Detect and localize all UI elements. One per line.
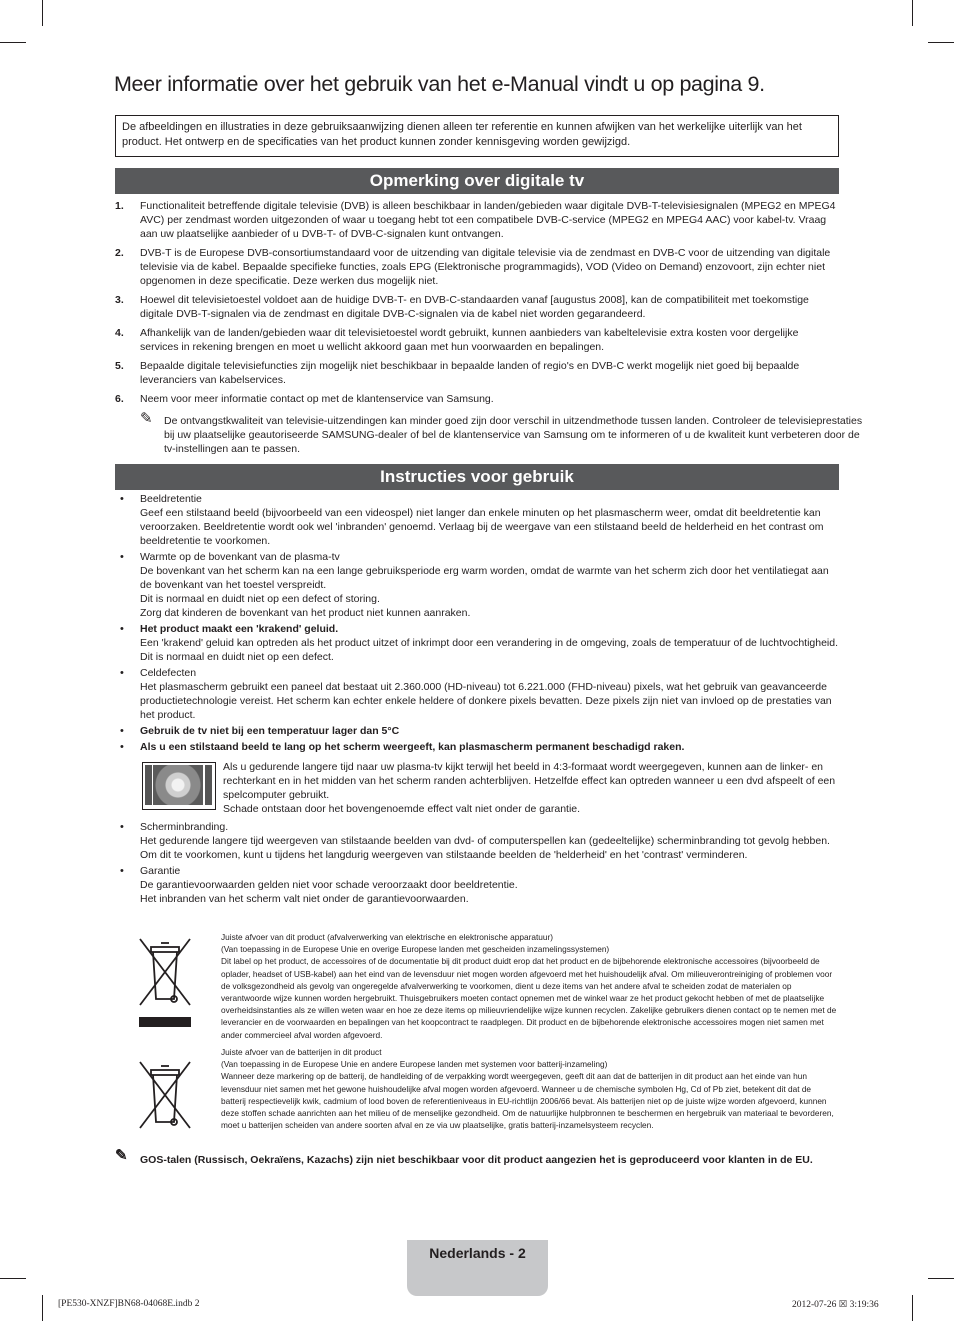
item-number: 6.: [115, 393, 124, 405]
crossed-bin-icon: [137, 937, 193, 1027]
bullet-dot: •: [120, 493, 124, 505]
weee-heading: Juiste afvoer van dit product (afvalverwerking van elektrische en elektronische apparatuur): [221, 932, 554, 942]
digital-tv-list: [115, 199, 839, 411]
crop-mark: [928, 42, 954, 43]
weee-body: Dit label op het product, de accessoires of de documentatie bij dit product duidt erop dat het product en de bijbehorende elektronische accessoires (bijvoorbeeld de oplader, headset of USB-kabel) aan het eind van de levensduur niet mogen worden afgevoerd met het huishoudelijk afval. Om milieuverontreiniging of problemen voor de volksgezondheid als gevolg van ongeregelde afvalverwerking te voorkomen, dient u deze items van het andere afval te scheiden zodat de materialen op verantwoorde wijze kunnen worden hergebruikt. Thuisgebruikers moeten contact opnemen met de winkel waar ze het product gekocht hebben of met de plaatselijke overheidsinstanties als ze willen weten waar en hoe ze deze items op milieuvriendelijke wijze kunnen recyclen. Zakelijke gebruikers dienen contact op te nemen met de leverancier en de voorwaarden en bepalingen van het koopcontract te raadplegen. Dit product en de bijbehorende elektronische accessoires mogen niet samen met ander commercieel afval worden afgevoerd.: [221, 956, 837, 1040]
weee-text: [221, 931, 837, 1041]
bullet-item: [115, 740, 839, 754]
item-text: Bepaalde digitale televisiefuncties zijn mogelijk niet beschikbaar in bepaalde landen of regio's en DVB-C werkt mogelijk niet goed bij bepaalde leveranciers van kabelservices.: [140, 360, 800, 386]
bullet-body: Het gedurende langere tijd weergeven van stilstaande beelden van dvd- of computerspellen kan (gedeeltelijke) scherminbranding tot gevolg hebben.: [140, 835, 830, 847]
list-item: [115, 359, 839, 387]
list-item: [115, 326, 839, 354]
bullet-item: [115, 820, 839, 862]
item-text: Hoewel dit televisietoestel voldoet aan de huidige DVB-T- en DVB-C-standaarden vanaf [augustus 2008], kan de compatibiliteit met toekomstige digitale DVB-T-signalen via de zendmast en digitale DVB-C-signalen via de kabel niet worden gegarandeerd.: [140, 294, 809, 320]
item-number: 2.: [115, 247, 124, 259]
battery-text: [221, 1046, 837, 1131]
bullet-body: Om dit te voorkomen, kunt u tijdens het langdurig weergeven van stilstaande beelden de 'helderheid' en het 'contrast' verminderen.: [140, 849, 748, 861]
weee-disposal-block: [115, 931, 839, 1043]
tv-text: Als u gedurende langere tijd naar uw plasma-tv kijkt terwijl het beeld in 4:3-formaat wordt weergegeven, kunnen aan de linker- en rechterkant en in het midden van het scherm randen achterblijven. Hetzelfde effect kan optreden wanneer u een dvd afspeelt of een spelcomputer gebruikt.: [223, 761, 836, 801]
usage-bullets: [115, 492, 839, 908]
cis-language-note: [115, 1147, 864, 1167]
bullet-body: Een 'krakend' geluid kan optreden als het product uitzet of inkrimpt door een verandering in de omgeving, zoals de temperatuur of de luchtvochtigheid. Dit is normaal en duidt niet op een defect.: [140, 637, 839, 663]
bullet-body: De garantievoorwaarden gelden niet voor schade veroorzaakt door beeldretentie.: [140, 879, 518, 891]
bullet-body: Het inbranden van het scherm valt niet onder de garantievoorwaarden.: [140, 893, 469, 905]
tv-text: Schade ontstaan door het bovengenoemde effect valt niet onder de garantie.: [223, 803, 581, 815]
list-item: [115, 246, 839, 288]
bullet-item: [115, 666, 839, 722]
item-text: Neem voor meer informatie contact op met de klantenservice van Samsung.: [140, 393, 494, 405]
crop-mark: [912, 0, 913, 26]
bullet-dot: •: [120, 551, 124, 563]
tv-illustration-row: [115, 760, 839, 816]
list-item: [115, 392, 839, 406]
bullet-dot: •: [120, 821, 124, 833]
crop-mark: [0, 1278, 26, 1279]
item-number: 5.: [115, 360, 124, 372]
battery-body: Wanneer deze markering op de batterij, de handleiding of de verpakking wordt weergegeven, geeft dit aan dat de batterijen in dit product aan het einde van hun levensduur niet samen met het gewone huishoudelijke afval mogen worden afgevoerd. Wanneer u de chemische symbolen Hg, Cd of Pb ziet, betekent dit dat de batterij respectievelijk kwik, cadmium of lood boven de referentieniveaus in EU-richtlijn 2006/66 bevat. Als batterijen niet op de juiste wijze worden afgevoerd, kunnen deze stoffen schade aanrichten aan het milieu of de menselijke gezondheid. Om de natuurlijke hulpbronnen te beschermen en hergebruik van materiaal te bevorderen, moet u batterijen scheiden van andere soorten afval en ze via uw plaatselijke, gratis batterij-inzamelsysteem recyclen.: [221, 1071, 834, 1131]
item-text: Functionaliteit betreffende digitale televisie (DVB) is alleen beschikbaar in landen/gebieden waar digitale DVB-T-televisiesignalen (MPEG2 en MPEG4 AVC) per zendmast worden uitgezonden of waar u toegang hebt tot een compatibele DVB-C-service (MPEG2 en MPEG4 AAC) voor kabel-tv. Vraag aan uw plaatselijke aanbieder of u DVB-T- of DVB-C-signalen kunt ontvangen.: [140, 200, 836, 240]
crop-mark: [0, 42, 26, 43]
bullet-dot: •: [120, 725, 124, 737]
list-item: [115, 293, 839, 321]
tv-right-bar: [205, 765, 212, 805]
print-file-info: [PE530-XNZF]BN68-04068E.indb 2: [58, 1299, 200, 1309]
battery-heading: Juiste afvoer van de batterijen in dit product: [221, 1047, 382, 1057]
item-number: 1.: [115, 200, 124, 212]
bullet-body: Dit is normaal en duidt niet op een defect of storing.: [140, 593, 380, 605]
bullet-body: De bovenkant van het scherm kan na een lange gebruiksperiode erg warm worden, omdat de warmte van het scherm zich door het ventilatiegat aan de bovenkant van het toestel verspreidt.: [140, 565, 829, 591]
tv-flower-image: [153, 765, 203, 805]
note-text: De ontvangstkwaliteit van televisie-uitzendingen kan minder goed zijn door verschil in uitzendmethode tussen landen. Controleer de televisieprestaties bij uw plaatselijke geautoriseerde SAMSUNG-dealer of bel de klantenservice van Samsung om te informeren of u de kwaliteit kunt verbeteren door de tv-instellingen aan te passen.: [164, 415, 863, 455]
pencil-note-icon: ✎: [115, 1147, 128, 1164]
bullet-heading: Celdefecten: [140, 667, 197, 679]
page-number-tab: Nederlands - 2: [407, 1240, 548, 1296]
bullet-dot: •: [120, 623, 124, 635]
list-item: [115, 199, 839, 241]
pencil-note-icon: ✎: [140, 410, 153, 427]
item-number: 4.: [115, 327, 124, 339]
bullet-heading: Warmte op de bovenkant van de plasma-tv: [140, 551, 340, 563]
crop-mark: [42, 1295, 43, 1321]
bullet-body: Het plasmascherm gebruikt een paneel dat bestaat uit 2.360.000 (HD-niveau) tot 6.221.000 (FHD-niveau) pixels, wat het gebruik van geavanceerde productietechnologie vereist. Het scherm kan echter enkele heldere of donkere pixels bevatten. Deze pixels zijn niet van invloed op de prestaties van het product.: [140, 681, 832, 721]
bullet-heading: Het product maakt een 'krakend' geluid.: [140, 623, 339, 635]
bullet-heading: Als u een stilstaand beeld te lang op het scherm weergeeft, kan plasmascherm permanent beschadigd raken.: [140, 741, 685, 753]
bullet-heading: Garantie: [140, 865, 181, 877]
battery-subheading: (Van toepassing in de Europese Unie en andere Europese landen met systemen voor batterij-inzameling): [221, 1059, 608, 1070]
item-text: DVB-T is de Europese DVB-consortiumstandaard voor de uitzending van digitale televisie via de zendmast en DVB-C voor de uitzending van digitale televisie via de kabel. Bepaalde specifieke functies, zoals EPG (Elektronische programmagids), VOD (Video on Demand) enzovoort, zijn echter niet opgenomen in deze specificatie. Deze werken dus mogelijk niet.: [140, 247, 831, 287]
bullet-item: [115, 550, 839, 620]
tv-left-bar: [145, 765, 152, 805]
crop-mark: [912, 1295, 913, 1321]
bullet-item: [115, 864, 839, 906]
weee-subheading: (Van toepassing in de Europese Unie en overige Europese landen met gescheiden inzamelingssystemen): [221, 944, 610, 955]
battery-disposal-block: [115, 1046, 839, 1146]
crossed-bin-icon: [137, 1060, 193, 1132]
print-timestamp: 2012-07-26 ☒ 3:19:36: [792, 1300, 879, 1310]
crop-mark: [928, 1278, 954, 1279]
disclaimer-box: De afbeeldingen en illustraties in deze gebruiksaanwijzing dienen alleen ter referentie en kunnen afwijken van het werkelijke uiterlijk van het product. Het ontwerp en de specificaties van het product kunnen zonder kennisgeving worden gewijzigd.: [115, 115, 839, 157]
crop-mark: [42, 0, 43, 26]
bullet-dot: •: [120, 667, 124, 679]
page-title: Meer informatie over het gebruik van het e-Manual vindt u op pagina 9.: [114, 72, 765, 96]
bullet-item: [115, 492, 839, 548]
tv-screen-illustration: [142, 762, 216, 810]
bullet-heading: Scherminbranding.: [140, 821, 229, 833]
section-heading-digital-tv: Opmerking over digitale tv: [115, 168, 839, 194]
bullet-dot: •: [120, 741, 124, 753]
bullet-heading: Gebruik de tv niet bij een temperatuur lager dan 5°C: [140, 725, 400, 737]
item-text: Afhankelijk van de landen/gebieden waar dit televisietoestel wordt gebruikt, kunnen aanbieders van kabeltelevisie extra kosten voor dergelijke services in rekening brengen en moet u wellicht akkoord gaan met hun voorwaarden en bepalingen.: [140, 327, 799, 353]
reception-note: [140, 410, 864, 456]
bullet-heading: Beeldretentie: [140, 493, 202, 505]
item-number: 3.: [115, 294, 124, 306]
bullet-body: Zorg dat kinderen de bovenkant van het product niet kunnen aanraken.: [140, 607, 471, 619]
bullet-dot: •: [120, 865, 124, 877]
bullet-body: Geef een stilstaand beeld (bijvoorbeeld van een videospel) niet langer dan enkele minuten op het plasmascherm weer, omdat dit beeldretentie kan veroorzaken. Beeldretentie wordt ook wel 'inbranden' genoemd. Verlaag bij de weergave van een stilstaand beeld de helderheid en het contrast om beeldretentie te voorkomen.: [140, 507, 824, 547]
note-text: GOS-talen (Russisch, Oekraïens, Kazachs) zijn niet beschikbaar voor dit product aangezien het is geproduceerd voor klanten in de EU.: [140, 1154, 813, 1166]
bullet-item: [115, 724, 839, 738]
bullet-item: [115, 622, 839, 664]
section-heading-usage: Instructies voor gebruik: [115, 464, 839, 490]
